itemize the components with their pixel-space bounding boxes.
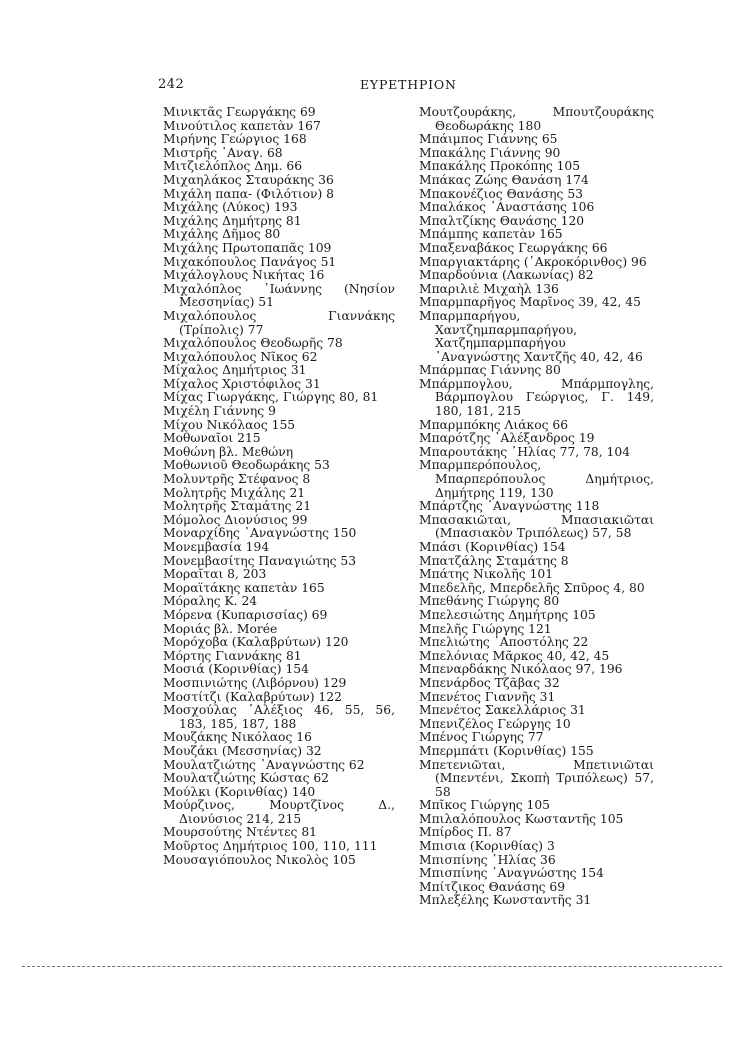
index-entry: Μιχαλόπουλος Νῖκος 62 xyxy=(163,349,318,364)
index-entry: Μιστρῆς ᾿Αναγ. 68 xyxy=(163,145,283,160)
index-entry: Μόμολος Διονύσιος 99 xyxy=(163,512,308,527)
index-entry: Μπαρδούνια (Λακωνίας) 82 xyxy=(419,268,594,283)
index-entry: Μιχάλη παπα- (Φιλότιον) 8 xyxy=(163,186,335,201)
index-entry: Μονεμβασία 194 xyxy=(163,540,270,554)
index-entry: Μοθωνιοῦ Θεοδωράκης 53 xyxy=(163,458,330,473)
index-entry: Μπενάρδος Τζᾶβας 32 xyxy=(419,675,560,690)
index-entry: Μούρζινος, Μουρτζῖνος Δ., Διονύσιος 214, 215 xyxy=(163,798,395,826)
index-column-left xyxy=(163,106,395,867)
index-entry: Μουτζουράκης, Μπουτζουράκης Θεοδωράκης 180 xyxy=(419,105,654,133)
index-entry: Μπαρμπερόπουλος, Μπαρπερόπουλος Δημήτριος, Δημήτρης 119, 130 xyxy=(419,458,654,500)
index-entry: Μπῖκος Γιώργης 105 xyxy=(419,798,550,813)
index-entry: Μιχέλη Γιάννης 9 xyxy=(163,404,276,419)
index-entry: Μιχάλογλους Νικήτας 16 xyxy=(163,268,325,283)
index-entry: Μινικτᾶς Γεωργάκης 69 xyxy=(163,105,316,119)
index-entry: Μπίρδος Π. 87 xyxy=(419,825,512,840)
index-entry: Μοραϊτάκης καπετὰν 165 xyxy=(163,580,325,595)
index-entry: Μπατζάλης Σταμάτης 8 xyxy=(419,553,569,568)
index-entry: Μοστίτζι (Καλαβρύτων) 122 xyxy=(163,689,342,704)
index-entry: Μονεμβασίτης Παναγιώτης 53 xyxy=(163,553,357,568)
index-entry: Μπισπίνης ᾿Αναγνώστης 154 xyxy=(419,866,604,881)
index-entry: Μπενέτος Γιαννῆς 31 xyxy=(419,689,556,704)
index-entry: Μπεναρδάκης Νικόλαος 97, 196 xyxy=(419,662,623,677)
index-entry: Μπασακιῶται, Μπασιακιῶται (Μπασιακὸν Τριπόλεως) 57, 58 xyxy=(419,512,654,541)
index-entry: Μιχάλης Δῆμος 80 xyxy=(163,227,281,242)
index-entry: Μιρήνης Γεώργιος 168 xyxy=(163,132,307,147)
index-entry: Μοσχούλας ᾿Αλέξιος 46, 55, 56, 183, 185, 187, 188 xyxy=(163,703,395,731)
index-entry: Μουλατζιώτης ᾿Αναγνώστης 62 xyxy=(163,757,365,772)
index-entry: Μπεδελῆς, Μπερδελῆς Σπῦρος 4, 80 xyxy=(419,580,645,595)
index-entry: Μπαρμπαρῆγος Μαρῖνος 39, 42, 45 xyxy=(419,295,641,310)
index-entry: Μπάσι (Κορινθίας) 154 xyxy=(419,540,566,554)
index-entry: Μίχας Γιωργάκης, Γιώργης 80, 81 xyxy=(163,390,379,405)
index-entry: Μπαργιακτάρης (᾿Ακροκόρινθος) 96 xyxy=(419,254,647,269)
index-entry: Μπαριλιὲ Μιχαὴλ 136 xyxy=(419,281,559,296)
index-entry: Μοραῖται 8, 203 xyxy=(163,567,267,582)
index-entry: Μπισπίνης ᾿Ηλίας 36 xyxy=(419,852,556,867)
index-entry: Μιχαλόπουλος Θεοδωρῆς 78 xyxy=(163,336,343,351)
index-entry: Μινούτιλος καπετὰν 167 xyxy=(163,118,321,133)
index-entry: Μπεθάνης Γιώργης 80 xyxy=(419,594,560,609)
index-entry: Μπαλάκος ᾿Αναστάσης 106 xyxy=(419,200,595,215)
index-entry: Μπακάλης Γιάννης 90 xyxy=(419,145,561,160)
index-entry: Μπιλαλόπουλος Κωσταντῆς 105 xyxy=(419,811,624,826)
index-entry: Μόρενα (Κυπαρισσίας) 69 xyxy=(163,607,328,622)
index-entry: Μπενιζέλος Γεώργης 10 xyxy=(419,716,571,731)
index-entry: Μπάρμπας Γιάννης 80 xyxy=(419,363,561,378)
index-entry: Μουζάκης Νικόλαος 16 xyxy=(163,730,312,745)
page-number: 242 xyxy=(158,77,185,92)
index-entry: Μοσπινιώτης (Λιβόρνου) 129 xyxy=(163,675,347,690)
index-entry: Μόραλης Κ. 24 xyxy=(163,594,258,609)
scan-divider-line xyxy=(22,966,722,967)
index-entry: Μιχάλης Πρωτοπαπᾶς 109 xyxy=(163,240,332,255)
index-entry: Μπάτης Νικολῆς 101 xyxy=(419,567,554,582)
index-entry: Μόρτης Γιαννάκης 81 xyxy=(163,648,302,663)
index-entry: Μιχακόπουλος Πανάγος 51 xyxy=(163,254,337,269)
index-entry: Μπένος Γιώργης 77 xyxy=(419,730,544,745)
index-entry: Μπλεξέλης Κωνσταντῆς 31 xyxy=(419,893,592,908)
index-entry: Μπακάλης Προκόπης 105 xyxy=(419,159,581,174)
index-column-right xyxy=(419,106,654,908)
index-entry: Μπάιμπος Γιάννης 65 xyxy=(419,132,558,147)
index-entry: Μορόχοβα (Καλαβρύτων) 120 xyxy=(163,635,349,650)
index-entry: Μολυντρῆς Στέφανος 8 xyxy=(163,472,311,487)
index-entry: Μουσαγιόπουλος Νικολὸς 105 xyxy=(163,852,356,867)
index-entry: Μολητρῆς Μιχάλης 21 xyxy=(163,485,306,500)
index-entry: Μοθωναῖοι 215 xyxy=(163,431,261,446)
index-entry: Μολητρῆς Σταμάτης 21 xyxy=(163,499,312,514)
index-entry: Μπερμπάτι (Κορινθίας) 155 xyxy=(419,743,594,758)
index-entry: Μπάμπης καπετὰν 165 xyxy=(419,227,563,242)
index-entry: Μπαρμπόκης Λιάκος 66 xyxy=(419,417,569,432)
index-entry: Μπελιώτης ᾿Αποστόλης 22 xyxy=(419,635,589,650)
index-entry: Μοῦρτος Δημήτριος 100, 110, 111 xyxy=(163,839,378,854)
index-entry: Μούλκι (Κορινθίας) 140 xyxy=(163,784,316,799)
index-entry: Μοναρχίδης ᾿Αναγνώστης 150 xyxy=(163,526,357,541)
index-entry: Μπαρμπαρήγου, Χαντζημπαρμπαρήγου, Χατζημπαρμπαρήγου ᾿Αναγνώστης Χαντζῆς 40, 42, 46 xyxy=(419,308,643,364)
index-entry: Μπακονέζιος Θανάσης 53 xyxy=(419,186,583,201)
running-head: ΕΥΡΕΤΗΡΙΟΝ xyxy=(360,77,457,92)
index-entry: Μουζάκι (Μεσσηνίας) 32 xyxy=(163,743,322,758)
index-entry: Μπαρουτάκης ᾿Ηλίας 77, 78, 104 xyxy=(419,444,631,459)
index-entry: Μπάρτζης ᾿Αναγνώστης 118 xyxy=(419,499,600,514)
index-entry: Μιχάλης (Λύκος) 193 xyxy=(163,200,298,215)
index-entry: Μίχου Νικόλαος 155 xyxy=(163,417,296,432)
index-entry: Μπετενιῶται, Μπετινιῶται (Μπεντένι, Σκοπὴ Τριπόλεως) 57, 58 xyxy=(419,757,654,799)
index-entry: Μίχαλος Χριστόφιλος 31 xyxy=(163,376,321,391)
index-entry: Μιχαλόπουλος Γιαννάκης (Τρίπολις) 77 xyxy=(163,308,395,337)
index-entry: Μπισια (Κορινθίας) 3 xyxy=(419,839,555,854)
index-entry: Μπελῆς Γιώργης 121 xyxy=(419,621,552,636)
index-entry: Μπαλτζίκης Θανάσης 120 xyxy=(419,213,585,228)
index-entry: Μουρσούτης Ντέντες 81 xyxy=(163,825,317,840)
index-entry: Μπελεσιώτης Δημήτρης 105 xyxy=(419,607,596,622)
index-entry: Μιτζιελόπλος Δημ. 66 xyxy=(163,159,303,174)
index-entry: Μπελόνιας Μᾶρκος 40, 42, 45 xyxy=(419,648,610,663)
index-entry: Μουλατζιώτης Κώστας 62 xyxy=(163,771,330,786)
index-entry: Μιχαηλάκος Σταυράκης 36 xyxy=(163,172,334,187)
index-entry: Μπαρότζης ᾿Αλέξανδρος 19 xyxy=(419,431,595,446)
index-entry: Μπενέτος Σακελλάριος 31 xyxy=(419,703,586,718)
index-entry: Μίχαλος Δημήτριος 31 xyxy=(163,363,307,378)
index-entry: Μπάρμπογλου, Μπάρμπογλης, Βάρμπογλου Γεώργιος, Γ. 149, 180, 181, 215 xyxy=(419,376,654,419)
index-entry: Μοριάς βλ. Morée xyxy=(163,621,278,636)
index-entry: Μπίτζικος Θανάσης 69 xyxy=(419,879,566,894)
index-entry: Μπαξεναβάκος Γεωργάκης 66 xyxy=(419,240,608,255)
index-entry: Μοθώνη βλ. Μεθώνη xyxy=(163,444,294,459)
index-entry: Μοσιά (Κορινθίας) 154 xyxy=(163,662,309,677)
index-entry: Μιχαλόπλος ᾿Ιωάννης (Νησίον Μεσσηνίας) 51 xyxy=(163,281,395,310)
index-entry: Μιχάλης Δημήτρης 81 xyxy=(163,213,302,228)
index-entry: Μπάκας Ζώης Θανάση 174 xyxy=(419,172,589,187)
